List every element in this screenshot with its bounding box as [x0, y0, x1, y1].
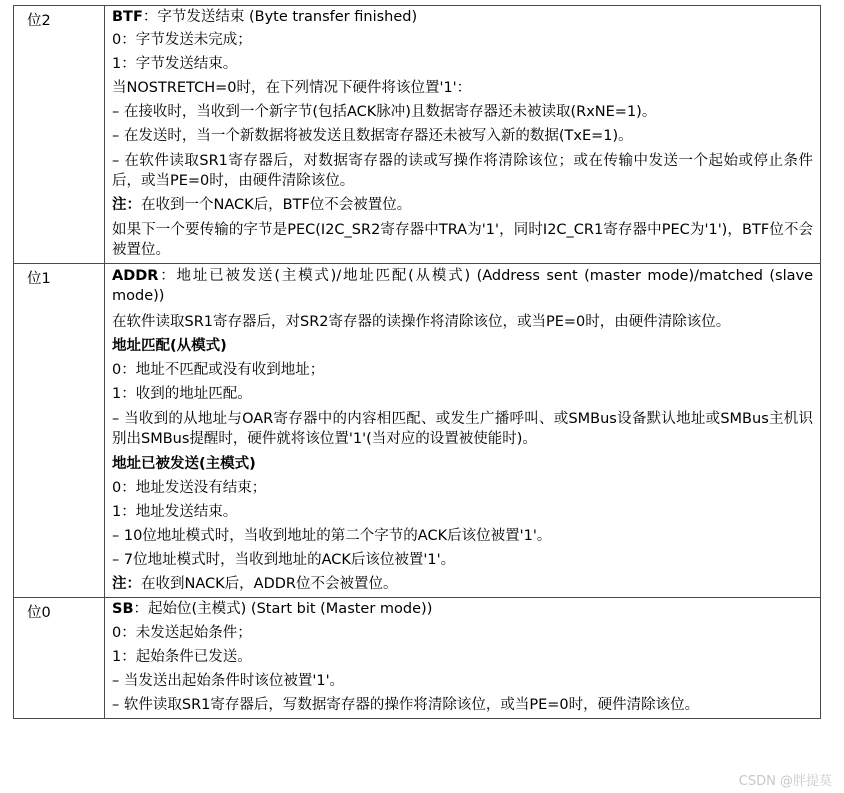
description-line: – 软件读取SR1寄存器后，写数据寄存器的操作将清除该位，或当PE=0时，硬件清除该位。: [112, 697, 700, 713]
bit-cell: [14, 6, 105, 264]
description-line: 1：起始条件已发送。: [112, 649, 252, 665]
bit-cell: [14, 598, 105, 719]
description-cell: [105, 264, 821, 598]
description-line: – 在发送时，当一个新数据将被发送且数据寄存器还未被写入新的数据(TxE=1)。: [112, 127, 633, 144]
field-name: BTF: [112, 9, 143, 25]
note-line: 注：在收到NACK后，ADDR位不会被置位。: [112, 575, 398, 592]
note-line: 注：在收到一个NACK后，BTF位不会被置位。: [112, 197, 412, 213]
section-heading: 地址已被发送(主模式): [112, 455, 256, 472]
description-line: – 当收到的从地址与OAR寄存器中的内容相匹配、或发生广播呼叫、或SMBus设备默认地址或SMBus主机识别出SMBus提醒时，硬件就将该位置'1'(当对应的设置被使能时)。: [112, 411, 813, 447]
description-line: 0：地址不匹配或没有收到地址；: [112, 362, 325, 378]
description-line: – 当发送出起始条件时该位被置'1'。: [112, 673, 345, 689]
field-title: SB：起始位(主模式) (Start bit (Master mode)): [112, 601, 433, 617]
table-row-bit2: [14, 6, 821, 264]
description-line: 1：字节发送结束。: [112, 55, 238, 72]
description-line: – 7位地址模式时，当收到地址的ACK后该位被置'1'。: [112, 551, 456, 568]
field-name: SB: [112, 601, 134, 617]
note-label: 注：: [112, 197, 141, 213]
description-line: 在软件读取SR1寄存器后，对SR2寄存器的读操作将清除该位，或当PE=0时，由硬件清除该位。: [112, 313, 731, 330]
field-title: ADDR：地址已被发送(主模式)/地址匹配(从模式) (Address sent (master mode)/matched (slave mode)): [112, 268, 813, 304]
description-line: 0：地址发送没有结束；: [112, 479, 267, 496]
description-line: 1：收到的地址匹配。: [112, 386, 252, 402]
description-cell: [105, 598, 821, 719]
table-row-bit0: [14, 598, 821, 719]
description-line: 如果下一个要传输的字节是PEC(I2C_SR2寄存器中TRA为'1'，同时I2C_CR1寄存器中PEC为'1')，BTF位不会被置位。: [112, 222, 813, 258]
note-label: 注：: [112, 575, 141, 592]
description-line: – 在软件读取SR1寄存器后，对数据寄存器的读或写操作将清除该位；或在传输中发送一个起始或停止条件后，或当PE=0时，由硬件清除该位。: [112, 152, 813, 189]
register-bit-table: [13, 5, 821, 719]
description-line: 0：字节发送未完成；: [112, 31, 252, 48]
description-line: 1：地址发送结束。: [112, 503, 238, 520]
description-line: – 10位地址模式时，当收到地址的第二个字节的ACK后该位被置'1'。: [112, 527, 552, 544]
bit-label: 位1: [27, 271, 51, 287]
description-line: – 在接收时，当收到一个新字节(包括ACK脉冲)且数据寄存器还未被读取(RxNE=1)。: [112, 103, 657, 120]
field-title: BTF：字节发送结束 (Byte transfer finished): [112, 9, 418, 25]
watermark: CSDN @胖提莫: [738, 774, 832, 789]
field-name: ADDR: [112, 268, 159, 284]
bit-cell: [14, 264, 105, 598]
description-cell: [105, 6, 821, 264]
bit-label: 位0: [27, 605, 51, 621]
description-line: 当NOSTRETCH=0时，在下列情况下硬件将该位置'1'：: [112, 79, 472, 96]
bit-label: 位2: [27, 13, 51, 29]
table-row-bit1: [14, 264, 821, 598]
section-heading: 地址匹配(从模式): [112, 338, 227, 354]
description-line: 0：未发送起始条件；: [112, 625, 252, 641]
